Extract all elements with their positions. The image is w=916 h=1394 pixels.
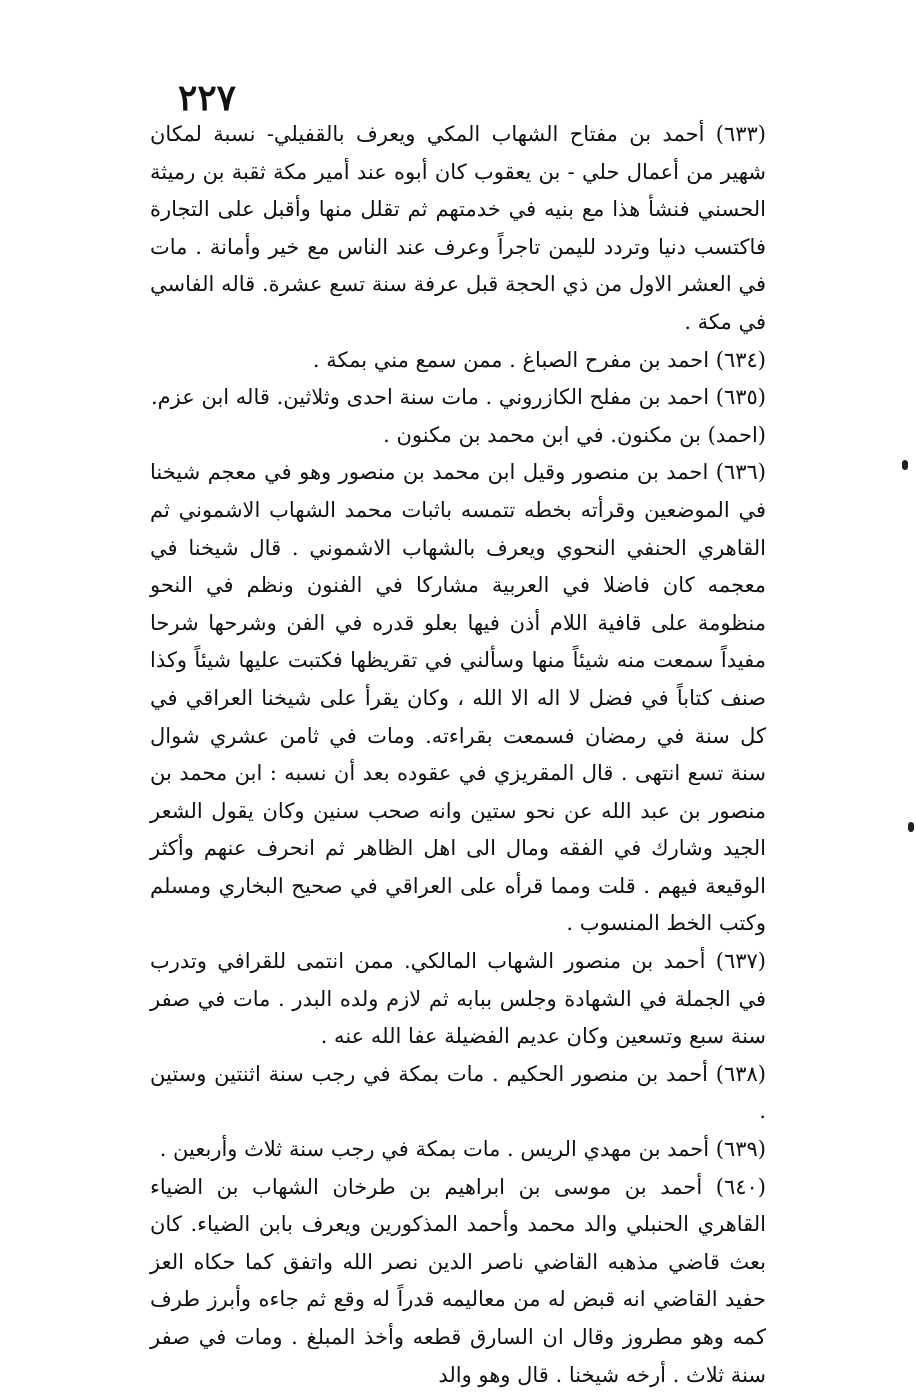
entry-635: (٦٣٥) احمد بن مفلح الكازروني . مات سنة احدى وثلاثين. قاله ابن عزم. [150, 385, 766, 410]
page-number: ٢٢٧ [178, 77, 237, 119]
entry-637: (٦٣٧) أحمد بن منصور الشهاب المالكي. ممن انتمى للقرافي وتدرب في الجملة في الشهادة وجلس ببابه ثم لازم ولده البدر . مات في صفر سنة سبع وتسعين وكان عديم الفضيلة عفا الله عنه . [150, 949, 766, 1049]
entry-634: (٦٣٤) احمد بن مفرح الصباغ . ممن سمع مني بمكة . [312, 347, 766, 372]
entry-ahmad-ibn-maknun: (احمد) بن مكنون. في ابن محمد بن مكنون . [383, 422, 766, 447]
margin-mark [908, 822, 914, 832]
biography-entries [150, 116, 766, 1394]
entry-638: (٦٣٨) أحمد بن منصور الحكيم . مات بمكة في رجب سنة اثنتين وستين . [150, 1061, 766, 1124]
margin-mark [902, 460, 908, 470]
entry-636: (٦٣٦) احمد بن منصور وقيل ابن محمد بن منصور وهو في معجم شيخنا في الموضعين وقرأته بخطه تتمسه باثبات محمد الشهاب الاشموني ثم القاهري الحنفي النحوي ويعرف بالشهاب الاشموني . قال شيخنا في معجمه كان فاضلا في العربية مشاركا في الفنون ونظم في النحو منظومة على قافية اللام أذن فيها بعلو قدره في الفن وشرحها شرحا مفيداً سمعت منه شيئاً منها وسألني في تقريظها فكتبت عليها شيئاً وكذا صنف كتاباً في فضل لا اله الا الله ، وكان يقرأ على شيخنا العراقي في كل سنة في رمضان فسمعت بقراءته. ومات في ثامن عشري شوال سنة تسع انتهى . قال المقريزي في عقوده بعد أن نسبه : ابن محمد بن منصور بن عبد الله عن نحو ستين وانه صحب سنين وكان يقول الشعر الجيد وشارك في الفقه ومال الى اهل الظاهر ثم انحرف عنهم وأكثر الوقيعة فيهم . قلت ومما قرأه على العراقي في صحيح البخاري ومسلم وكتب الخط المنسوب . [150, 460, 766, 936]
entry-639: (٦٣٩) أحمد بن مهدي الريس . مات بمكة في رجب سنة ثلاث وأربعين . [159, 1137, 766, 1162]
entry-633: (٦٣٣) أحمد بن مفتاح الشهاب المكي ويعرف بالقفيلي- نسبة لمكان شهير من أعمال حلي - بن يعقوب كان أبوه عند أمير مكة ثقبة بن رميثة الحسني فنشأ هذا مع بنيه في خدمتهم ثم تقلل منها وأقبل على التجارة فاكتسب دنيا وتردد لليمن تاجراً وعرف عند الناس مع خير وأمانة . مات في العشر الاول من ذي الحجة قبل عرفة سنة تسع عشرة. قاله الفاسي في مكة . [150, 122, 766, 334]
entry-640: (٦٤٠) أحمد بن موسى بن ابراهيم بن طرخان الشهاب بن الضياء القاهري الحنبلي والد محمد وأحمد المذكورين ويعرف بابن الضياء. كان بعث قاضي مذهبه القاضي ناصر الدين نصر الله واتفق كما حكاه العز حفيد القاضي انه قبض له من معاليمه قدراً له وقع ثم جاءه وأبرز طرف كمه وهو مطروز وقال ان السارق قطعه وأخذ المبلغ . ومات في صفر سنة ثلاث . أرخه شيخنا . قال وهو والد [150, 1174, 766, 1387]
